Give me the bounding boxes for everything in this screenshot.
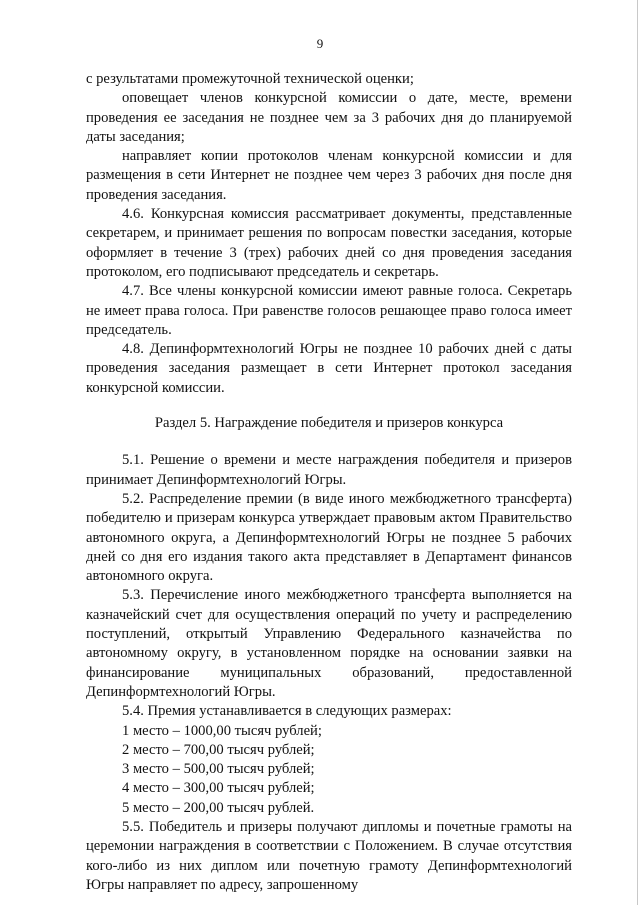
prize-item: 1 место – 1000,00 тысяч рублей;	[122, 722, 322, 739]
prize-item: 2 место – 700,00 тысяч рублей;	[122, 741, 315, 758]
paragraph-4-7: 4.7. Все члены конкурсной комиссии имеют равные голоса. Секретарь не имеет права голоса. При равенстве голосов решающее право голоса имеет председатель.	[86, 283, 572, 338]
paragraph: направляет копии протоколов членам конкурсной комиссии и для размещения в сети Интернет не позднее чем через 3 рабочих дня после дня проведения заседания.	[86, 148, 572, 203]
prize-item: 5 место – 200,00 тысяч рублей.	[122, 799, 315, 816]
paragraph-4-6: 4.6. Конкурсная комиссия рассматривает документы, представленные секретарем, и принимает решения по вопросам повестки заседания, которые оформляет в течение 3 (трех) рабочих дней со дня проведения заседания протоколом, его подписывают председатель и секретарь.	[86, 206, 572, 280]
paragraph-5-2: 5.2. Распределение премии (в виде иного межбюджетного трансферта) победителю и призерам конкурса утверждает правовым актом Правительство автономного округа, а Депинформтехнологий Югры не позднее 5 рабочих дней со дня его издания такого акта представляет в Департамент финансов автономного округа.	[86, 490, 572, 585]
scan-edge-line	[637, 0, 638, 905]
prize-item: 3 место – 500,00 тысяч рублей;	[122, 761, 315, 778]
paragraph-5-4: 5.4. Премия устанавливается в следующих размерах:	[122, 703, 452, 720]
paragraph-5-3: 5.3. Перечисление иного межбюджетного трансферта выполняется на казначейский счет для осуществления операций по учету и распределению поступлений, открытый Управлению Федерального казначейства по автономному округу, в установленном порядке на основании заявки на финансирование муниципальных образований, предоставленной Депинформтехнологий Югры.	[86, 587, 572, 700]
paragraph-5-5: 5.5. Победитель и призеры получают дипломы и почетные грамоты на церемонии награждения в соответствии с Положением. В случае отсутствия кого-либо из них диплом или почетную грамоту Депинформтехнологий Югры направляет по адресу, запрошенному	[86, 818, 572, 893]
paragraph: оповещает членов конкурсной комиссии о дате, месте, времени проведения ее заседания не позднее чем за 3 рабочих дня до планируемой даты заседания;	[86, 90, 572, 145]
paragraph-5-1: 5.1. Решение о времени и месте награждения победителя и призеров принимает Депинформтехнологий Югры.	[86, 452, 572, 488]
paragraph-4-8: 4.8. Депинформтехнологий Югры не позднее 10 рабочих дней с даты проведения заседания размещает в сети Интернет протокол заседания конкурсной комиссии.	[86, 341, 572, 396]
document-body	[86, 70, 572, 895]
prize-item: 4 место – 300,00 тысяч рублей;	[122, 780, 315, 797]
section-heading: Раздел 5. Награждение победителя и призеров конкурса	[154, 415, 504, 432]
paragraph: с результатами промежуточной технической оценки;	[86, 71, 414, 87]
page-number: 9	[316, 36, 324, 51]
